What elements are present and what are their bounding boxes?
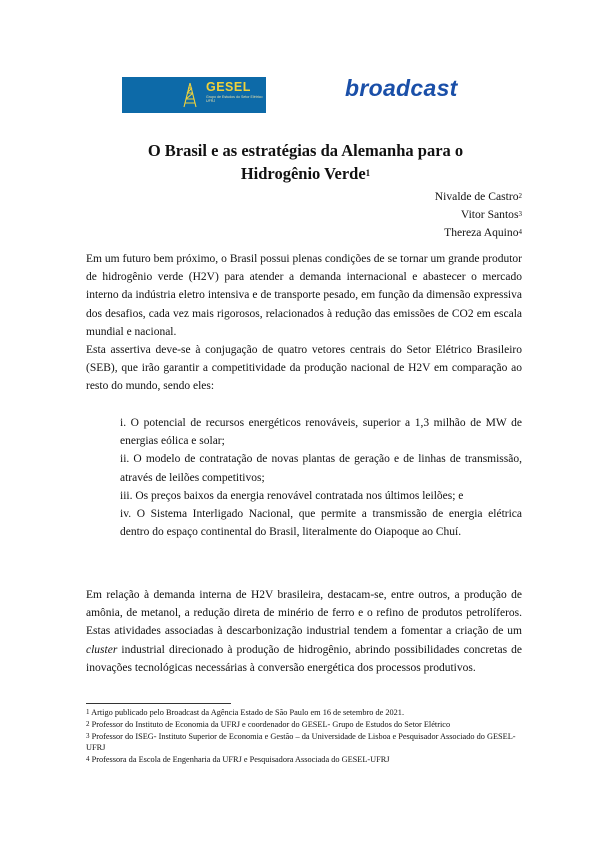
title-line-1: O Brasil e as estratégias da Alemanha para o — [147, 141, 464, 160]
author — [435, 224, 522, 242]
paragraph-text-a: Em relação à demanda interna de H2V brasileira, destacam-se, entre outros, a produção de amônia, de metanol, a redução direta de minério de ferro e o refino de produtos petrolíferos. Estas atividades associadas à descarbonização industrial tendem a fomentar a criação de um — [86, 589, 522, 638]
list-item: iv. O Sistema Interligado Nacional, que permite a transmissão de energia elétrica dentro do espaço continental do Brasil, literalmente do Oiapoque ao Chuí. — [120, 508, 522, 539]
list-item: i. O potencial de recursos energéticos renováveis, superior a 1,3 milhão de MW de energias eólica e solar; — [120, 417, 522, 448]
author-name: Nivalde de Castro — [434, 190, 519, 203]
footnote — [86, 732, 526, 752]
footnote-text: Artigo publicado pelo Broadcast da Agência Estado de São Paulo em 16 de setembro de 2021. — [91, 708, 405, 717]
author-name: Vitor Santos — [460, 208, 519, 221]
tower-icon — [180, 82, 200, 108]
paragraph: Em um futuro bem próximo, o Brasil possui plenas condições de se tornar um grande produtor de hidrogênio verde (H2V) para atender a demanda internacional e abastecer o mercado interno da indústria eletro intensiva e de transporte pesado, em função da dimensão expressiva dos desafios, cada vez mais rigorosos, relacionados à redução das emissões de CO2 em escala mundial e nacional. — [86, 253, 522, 338]
paragraph: Esta assertiva deve-se à conjugação de quatro vetores centrais do Setor Elétrico Brasileiro (SEB), que irão garantir a competitividade da produção nacional de H2V em comparação ao resto do mundo, sendo eles: — [86, 344, 522, 393]
title-footnote-ref: 1 — [365, 168, 371, 178]
list-item: ii. O modelo de contratação de novas plantas de geração e de linhas de transmissão, através de leilões competitivos; — [120, 453, 522, 484]
footnote — [86, 720, 526, 730]
footnote-text: Professora da Escola de Engenharia da UFRJ e Pesquisadora Associada do GESEL-UFRJ — [91, 754, 390, 764]
author-footnote-ref: 2 — [518, 192, 522, 200]
paragraph — [86, 586, 522, 677]
footnote-divider — [86, 703, 231, 704]
author-footnote-ref: 4 — [518, 228, 522, 236]
title-line-2-text: Hidrogênio Verde — [240, 164, 366, 183]
author — [435, 188, 522, 206]
footnote — [86, 708, 526, 718]
footnote-number: 1 — [86, 708, 90, 716]
footnote-text: Professor do ISEG- Instituto Superior de Economia e Gestão – da Universidade de Lisboa e Pesquisador Associado do GESEL-UFRJ — [86, 732, 516, 752]
broadcast-logo: broadcast — [345, 75, 458, 101]
footnote-number: 4 — [86, 754, 90, 763]
intro-paragraphs — [86, 250, 522, 396]
footnote-number: 3 — [86, 732, 90, 741]
closing-paragraph — [86, 586, 522, 677]
title-line-2 — [90, 162, 521, 185]
list-item: iii. Os preços baixos da energia renovável contratada nos últimos leilões; e — [120, 489, 464, 502]
cluster-term: cluster — [86, 643, 118, 656]
footnotes — [86, 708, 526, 767]
gesel-logo-subtitle: Grupo de Estudos do Setor Elétrico UFRJ — [206, 95, 263, 104]
footnote-number: 2 — [86, 720, 90, 729]
footnote-text: Professor do Instituto de Economia da UFRJ e coordenador do GESEL- Grupo de Estudos do Setor Elétrico — [91, 720, 451, 730]
article-title — [90, 139, 521, 185]
gesel-logo-name: GESEL — [206, 80, 251, 94]
vectors-list — [120, 414, 522, 541]
author-name: Thereza Aquino — [444, 226, 519, 239]
footnote — [86, 755, 526, 765]
gesel-logo — [122, 77, 266, 113]
author-footnote-ref: 3 — [518, 210, 522, 218]
author — [435, 206, 522, 224]
paragraph-text-b: industrial direcionado à produção de hidrogênio, abrindo possibilidades concretas de inovações tecnológicas necessárias à conversão energética dos processos produtivos. — [86, 643, 522, 674]
authors — [435, 188, 522, 242]
